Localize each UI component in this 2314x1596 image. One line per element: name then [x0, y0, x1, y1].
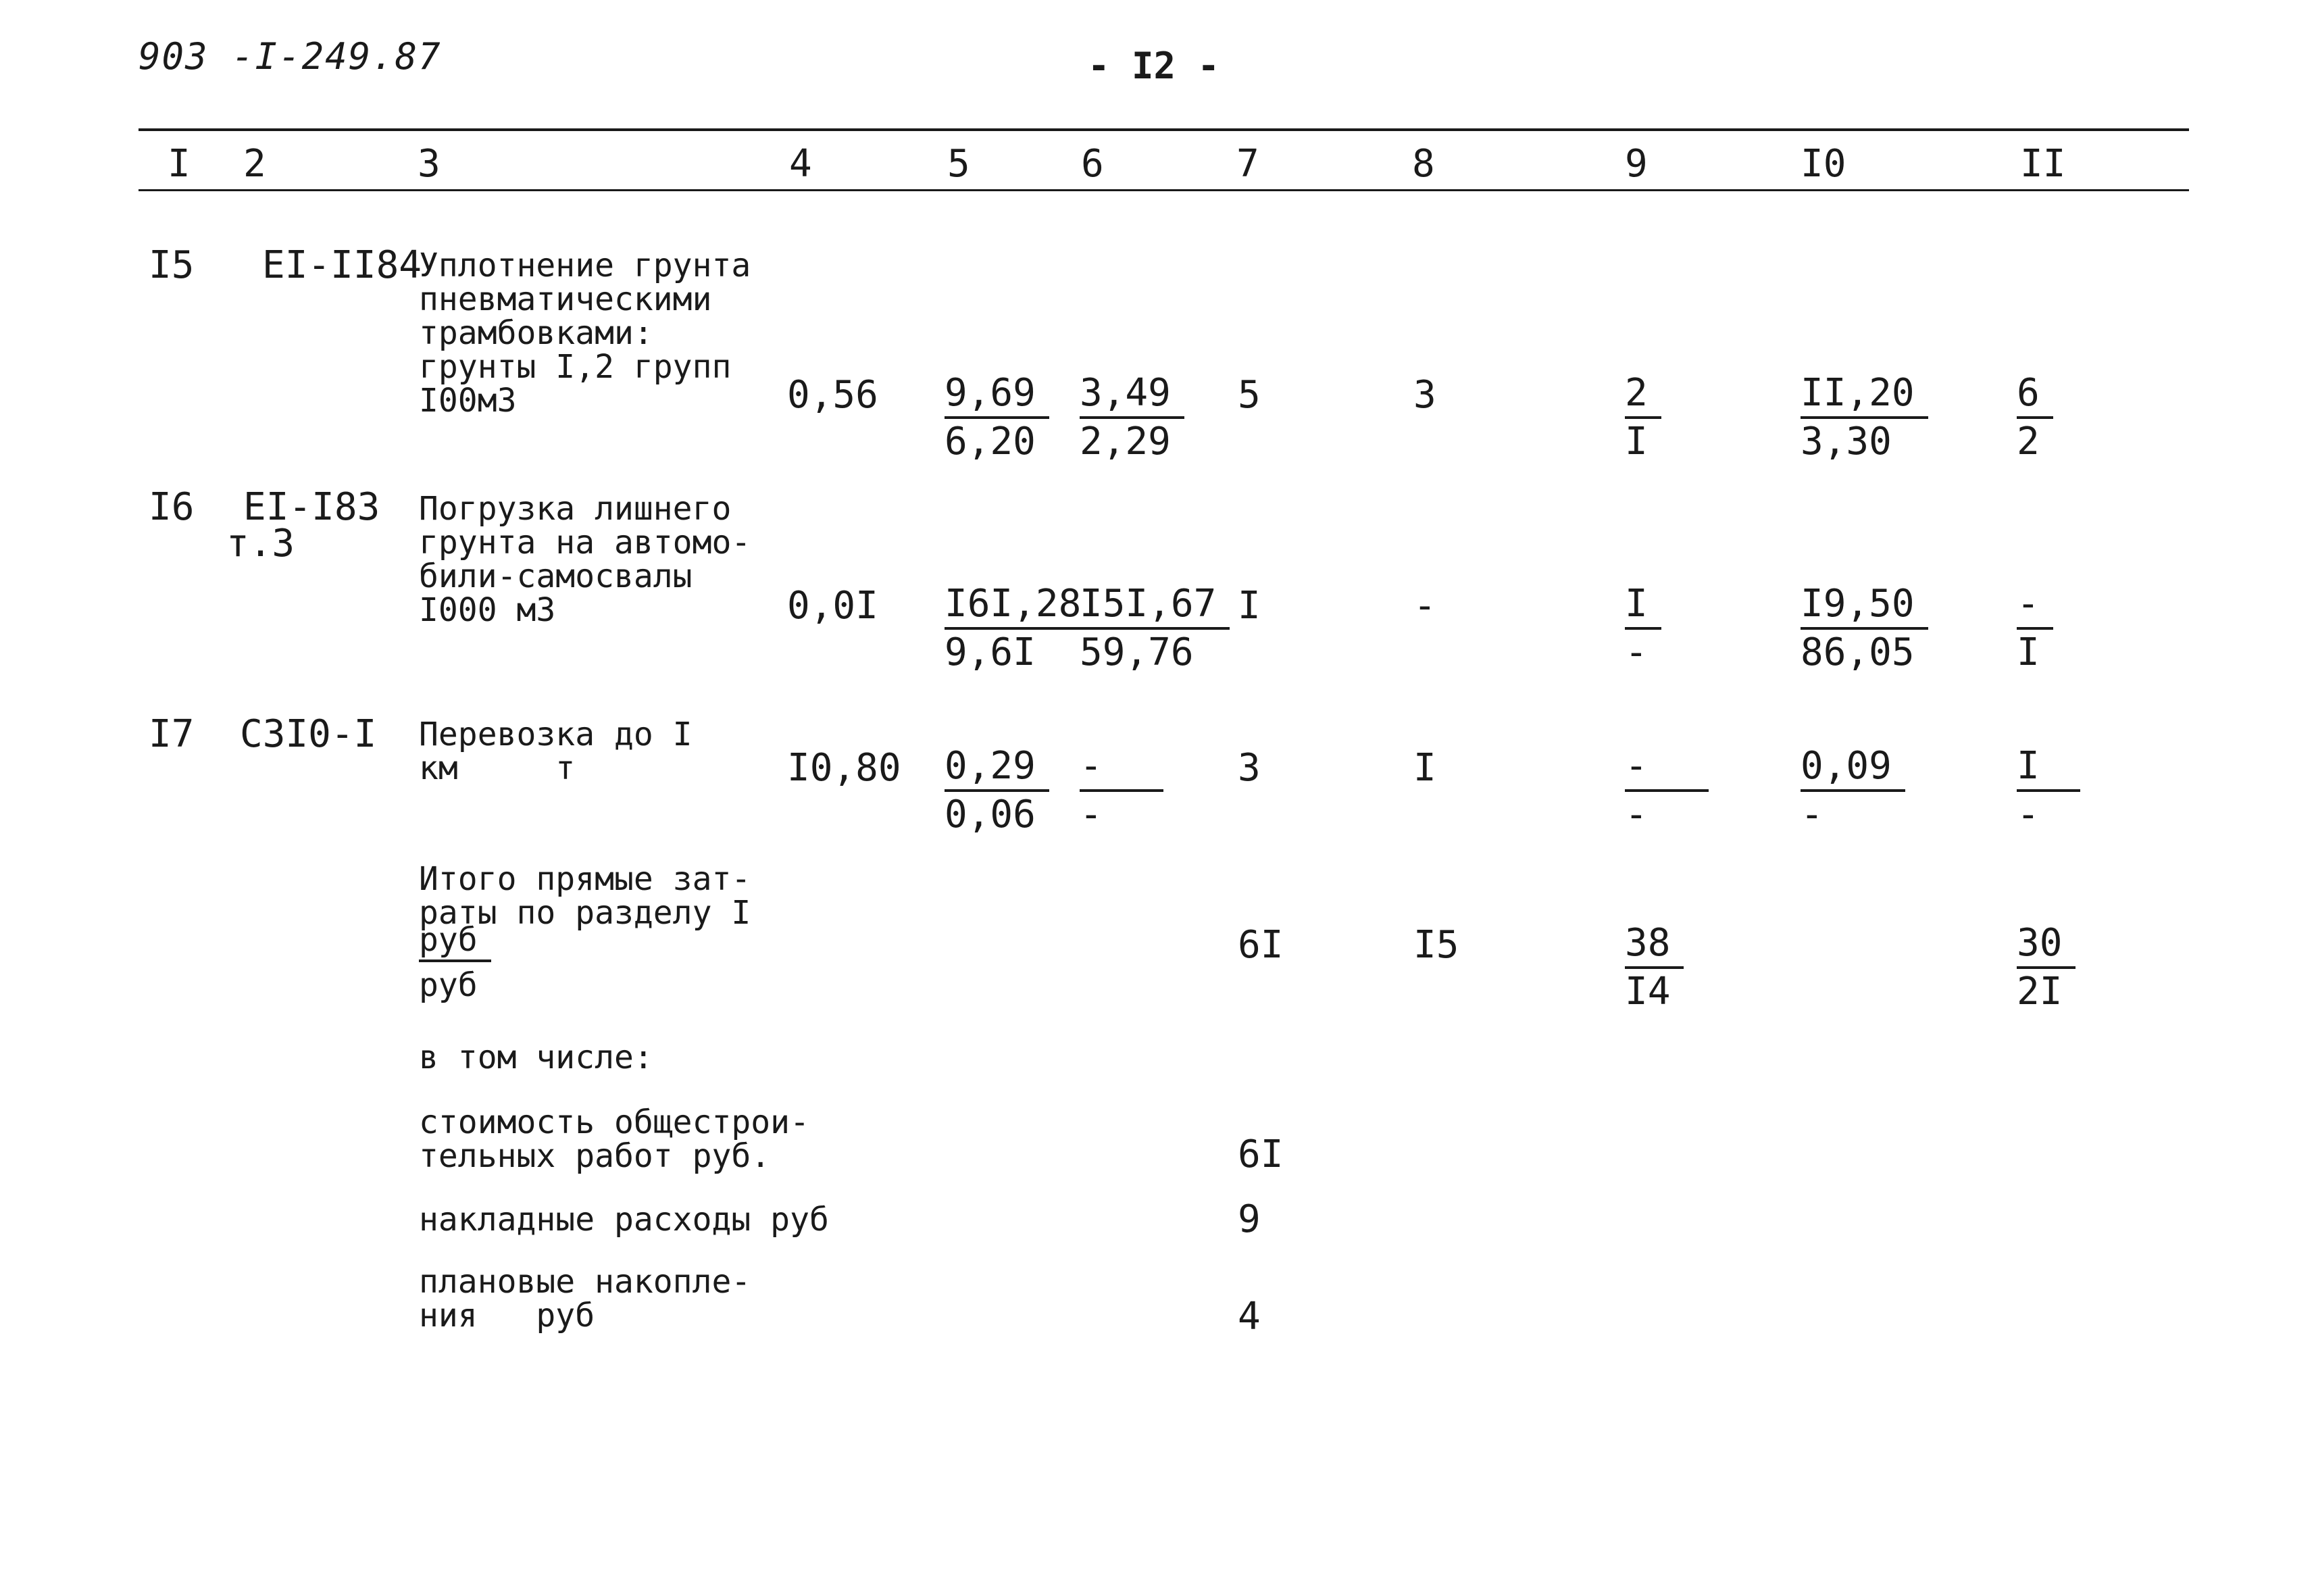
total-col8: -	[1413, 584, 1436, 628]
total-direct-costs-label: Итого прямые зат- раты по разделу I	[419, 860, 751, 932]
including-label: в том числе:	[419, 1039, 653, 1076]
work-description: Погрузка лишнего грунта на автомо- били-самосвалы I000 м3	[419, 490, 751, 629]
denominator: 2I	[2017, 970, 2063, 1014]
total-col7: 5	[1238, 373, 1261, 417]
quantity: I0,80	[787, 746, 901, 790]
column-header: 8	[1412, 142, 1435, 186]
column-header: 9	[1625, 142, 1648, 186]
overhead-label: накладные расходы руб	[419, 1201, 829, 1239]
general-construction-cost-label: стоимость общестрои- тельных работ руб.	[419, 1103, 809, 1175]
column-header: I	[168, 142, 191, 186]
quantity: 0,56	[787, 373, 878, 417]
total-col8: I5	[1413, 923, 1459, 967]
total-col10	[1801, 581, 1928, 676]
norm-code-table: т.3	[226, 522, 295, 566]
total-col11	[2017, 370, 2053, 465]
column-header: 2	[243, 142, 266, 186]
denominator: 59,76	[1080, 630, 1194, 674]
page-number: - I2 -	[1088, 45, 1220, 87]
document-code: 903 -I-249.87	[139, 35, 442, 78]
numerator: I9,50	[1801, 581, 1928, 630]
norm-code: EI-I83	[243, 485, 380, 529]
numerator: -	[2017, 581, 2053, 630]
row-number: I5	[149, 243, 195, 287]
work-description: Уплотнение грунта пневматическими трамбовками: грунты I,2 групп I00м3	[419, 247, 751, 420]
row-number: I6	[149, 485, 195, 529]
column-header: 6	[1081, 142, 1104, 186]
total-col10	[1801, 743, 1905, 838]
unit-cost-col6	[1080, 581, 1230, 676]
denominator: I4	[1625, 970, 1671, 1014]
unit-cost-col6	[1080, 370, 1184, 465]
numerator: 0,09	[1801, 743, 1905, 792]
total-col11	[2017, 581, 2053, 676]
total-col9	[1625, 920, 1684, 1015]
row-number: I7	[149, 712, 195, 756]
numerator: 6	[2017, 370, 2053, 419]
table-top-rule	[139, 128, 2189, 131]
denominator: 6,20	[945, 420, 1036, 464]
denominator: I	[1625, 420, 1648, 464]
norm-code: EI-II84	[262, 243, 422, 287]
column-header: I0	[1801, 142, 1846, 186]
numerator: руб	[419, 920, 491, 962]
numerator: I6I,28	[945, 581, 1095, 630]
numerator: I	[2017, 743, 2080, 792]
column-header: 4	[789, 142, 812, 186]
numerator: I	[1625, 581, 1661, 630]
numerator: -	[1080, 743, 1163, 792]
total-unit	[419, 920, 491, 1008]
total-col7: I	[1238, 584, 1261, 628]
norm-code: C3I0-I	[240, 712, 377, 756]
total-col11	[2017, 920, 2076, 1015]
general-construction-cost-value: 6I	[1238, 1132, 1284, 1176]
planned-savings-value: 4	[1238, 1295, 1261, 1339]
denominator: 2	[2017, 420, 2040, 464]
numerator: 0,29	[945, 743, 1049, 792]
numerator: 38	[1625, 920, 1684, 969]
denominator: 86,05	[1801, 630, 1915, 674]
unit-cost-col5	[945, 581, 1095, 676]
denominator: -	[1625, 793, 1648, 837]
numerator: 2	[1625, 370, 1661, 419]
column-header: 3	[418, 142, 441, 186]
denominator: -	[1625, 630, 1648, 674]
total-col8: 3	[1413, 373, 1436, 417]
denominator: 0,06	[945, 793, 1036, 837]
column-header: 5	[947, 142, 970, 186]
denominator: -	[1801, 793, 1823, 837]
unit-cost-col5	[945, 743, 1049, 838]
numerator: 3,49	[1080, 370, 1184, 419]
planned-savings-label: плановые накопле- ния руб	[419, 1263, 751, 1335]
unit-cost-col6	[1080, 743, 1163, 838]
total-col11	[2017, 743, 2080, 838]
column-header: 7	[1236, 142, 1259, 186]
column-header: II	[2020, 142, 2066, 186]
denominator: -	[2017, 793, 2040, 837]
total-col9	[1625, 581, 1661, 676]
denominator: руб	[419, 966, 478, 1004]
total-col8: I	[1413, 746, 1436, 790]
denominator: 3,30	[1801, 420, 1892, 464]
total-col9	[1625, 370, 1661, 465]
total-col7: 3	[1238, 746, 1261, 790]
denominator: 2,29	[1080, 420, 1171, 464]
numerator: I5I,67	[1080, 581, 1230, 630]
total-col9	[1625, 743, 1709, 838]
total-col10	[1801, 370, 1928, 465]
denominator: -	[1080, 793, 1103, 837]
total-col7: 6I	[1238, 923, 1284, 967]
unit-cost-col5	[945, 370, 1049, 465]
numerator: -	[1625, 743, 1709, 792]
overhead-value: 9	[1238, 1197, 1261, 1241]
numerator: II,20	[1801, 370, 1928, 419]
denominator: 9,6I	[945, 630, 1036, 674]
work-description: Перевозка до I км т	[419, 716, 693, 787]
numerator: 30	[2017, 920, 2076, 969]
denominator: I	[2017, 630, 2040, 674]
quantity: 0,0I	[787, 584, 878, 628]
header-bottom-rule	[139, 189, 2189, 191]
numerator: 9,69	[945, 370, 1049, 419]
